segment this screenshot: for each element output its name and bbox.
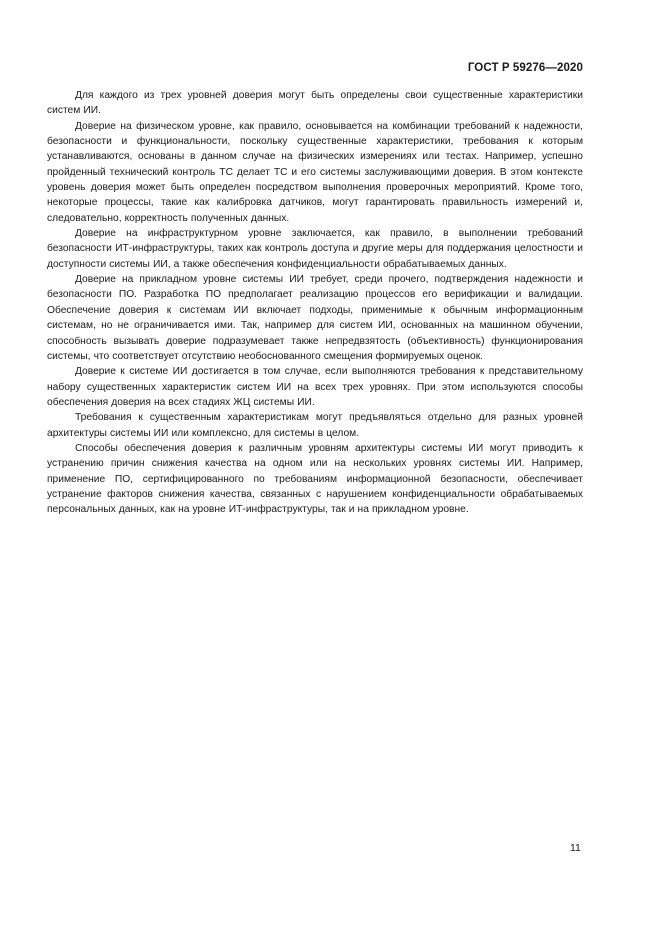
paragraph-physical-level: Доверие на физическом уровне, как правило, основывается на комбинации требований к надежности, безопасности и функциональности, поскольку существенные характеристики, требования к которым устанавливаются, основаны в данном случае на физических измерениях или тестах. Например, успешно пройденный технический контроль ТС делает ТС и его системы заслуживающими доверия. В этом контексте уровень доверия может быть определен посредством выполнения проверочных мероприятий. Кроме того, некоторые процессы, такие как калибровка датчиков, могут гарантировать правильность измерений и, следовательно, корректность полученных данных. xyxy=(47,120,583,224)
paragraph-system-trust: Доверие к системе ИИ достигается в том случае, если выполняются требования к представительному набору существенных характеристик систем ИИ на всех трех уровнях. При этом используются способы обеспечения доверия на всех стадиях ЖЦ системы ИИ. xyxy=(47,366,583,408)
paragraph-assurance-methods: Способы обеспечения доверия к различным уровням архитектуры системы ИИ могут приводить к устранению причин снижения качества на одном или на нескольких уровнях системы ИИ. Например, применение ПО, сертифицированного по требованиям информационной безопасности, обеспечивает устранение факторов снижения качества, связанных с нарушением конфиденциальности обрабатываемых персональных данных, как на уровне ИТ-инфраструктуры, так и на прикладном уровне. xyxy=(47,442,583,516)
page-number: 11 xyxy=(570,842,581,854)
paragraph-trust-levels: Для каждого из трех уровней доверия могут быть определены свои существенные характеристики систем ИИ. xyxy=(47,90,583,117)
document-body xyxy=(47,88,583,518)
paragraph-application-level: Доверие на прикладном уровне системы ИИ требует, среди прочего, подтверждения надежности и безопасности ПО. Разработка ПО предполагает реализацию процессов его верификации и валидации. Обеспечение доверия к системам ИИ включает подходы, применимые к обычным информационным системам, но не ограничивается ими. Так, например для систем ИИ, основанных на машинном обучении, способность вызывать доверие подразумевает также непредвзятость (объективность) функционирования системы, что соответствует отсутствию необоснованного смещения формируемых оценок. xyxy=(47,274,583,362)
paragraph-requirements: Требования к существенным характеристикам могут предъявляться отдельно для разных уровней архитектуры системы ИИ или комплексно, для системы в целом. xyxy=(47,412,583,439)
document-header: ГОСТ Р 59276—2020 xyxy=(467,62,583,74)
paragraph-infrastructure-level: Доверие на инфраструктурном уровне заключается, как правило, в выполнении требований безопасности ИТ-инфраструктуры, таких как контроль доступа и другие меры для поддержания целостности и доступности системы ИИ, а также обеспечения конфиденциальности обрабатываемых данных. xyxy=(47,228,583,270)
